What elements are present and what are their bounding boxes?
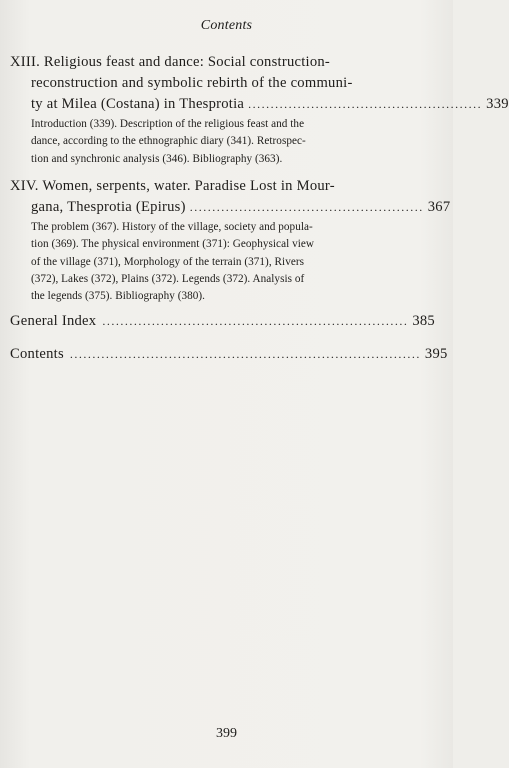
- entry-label: General Index: [10, 313, 97, 329]
- page-number: 395: [424, 346, 448, 362]
- summary-line: tion and synchronic analysis (346). Bibliography (363).: [31, 152, 283, 165]
- toc-entry-general-index: [10, 313, 435, 330]
- title-last-line: [10, 197, 451, 218]
- summary-line: (372), Lakes (372), Plains (372). Legends (372). Analysis of: [31, 272, 305, 285]
- summary-line: of the village (371), Morphology of the terrain (371), Rivers: [31, 255, 305, 268]
- title-line: ty at Milea (Costana) in Thesprotia: [31, 96, 245, 112]
- toc-entry-title: [10, 52, 509, 115]
- toc-entry-xiii: [10, 52, 509, 168]
- dot-leader: ....................................................: [248, 97, 483, 111]
- title-last-line: [10, 94, 509, 115]
- toc-entry-title: [10, 176, 451, 218]
- toc-entry-contents: [10, 346, 448, 363]
- summary-line: The problem (367). History of the village, society and popula-: [31, 221, 313, 233]
- dot-leader: ..............................................................................: [69, 347, 421, 361]
- dot-leader: ....................................................: [189, 200, 424, 214]
- summary-line: Introduction (339). Description of the religious feast and the: [31, 118, 305, 130]
- toc-entry-xiv: [10, 176, 451, 305]
- title-line: reconstruction and symbolic rebirth of the communi-: [31, 75, 353, 91]
- page-number: 339: [486, 96, 509, 112]
- running-head: Contents: [200, 18, 253, 33]
- title-line: XIV. Women, serpents, water. Paradise Lost in Mour-: [10, 178, 335, 194]
- page-number: 385: [412, 313, 435, 329]
- entry-label: Contents: [10, 346, 64, 362]
- summary-line: dance, according to the ethnographic diary (341). Retrospec-: [31, 135, 306, 148]
- summary-line: tion (369). The physical environment (371): Geophysical view: [31, 238, 315, 251]
- toc-entry-summary: [10, 219, 405, 305]
- dot-leader: ....................................................................: [102, 314, 409, 328]
- folio-page-number: 399: [216, 726, 237, 741]
- title-line: gana, Thesprotia (Epirus): [31, 199, 186, 215]
- toc-entry-summary: [10, 116, 405, 168]
- title-line: XIII. Religious feast and dance: Social construction-: [10, 54, 331, 70]
- page-number: 367: [427, 199, 451, 215]
- summary-line: the legends (375). Bibliography (380).: [31, 290, 206, 303]
